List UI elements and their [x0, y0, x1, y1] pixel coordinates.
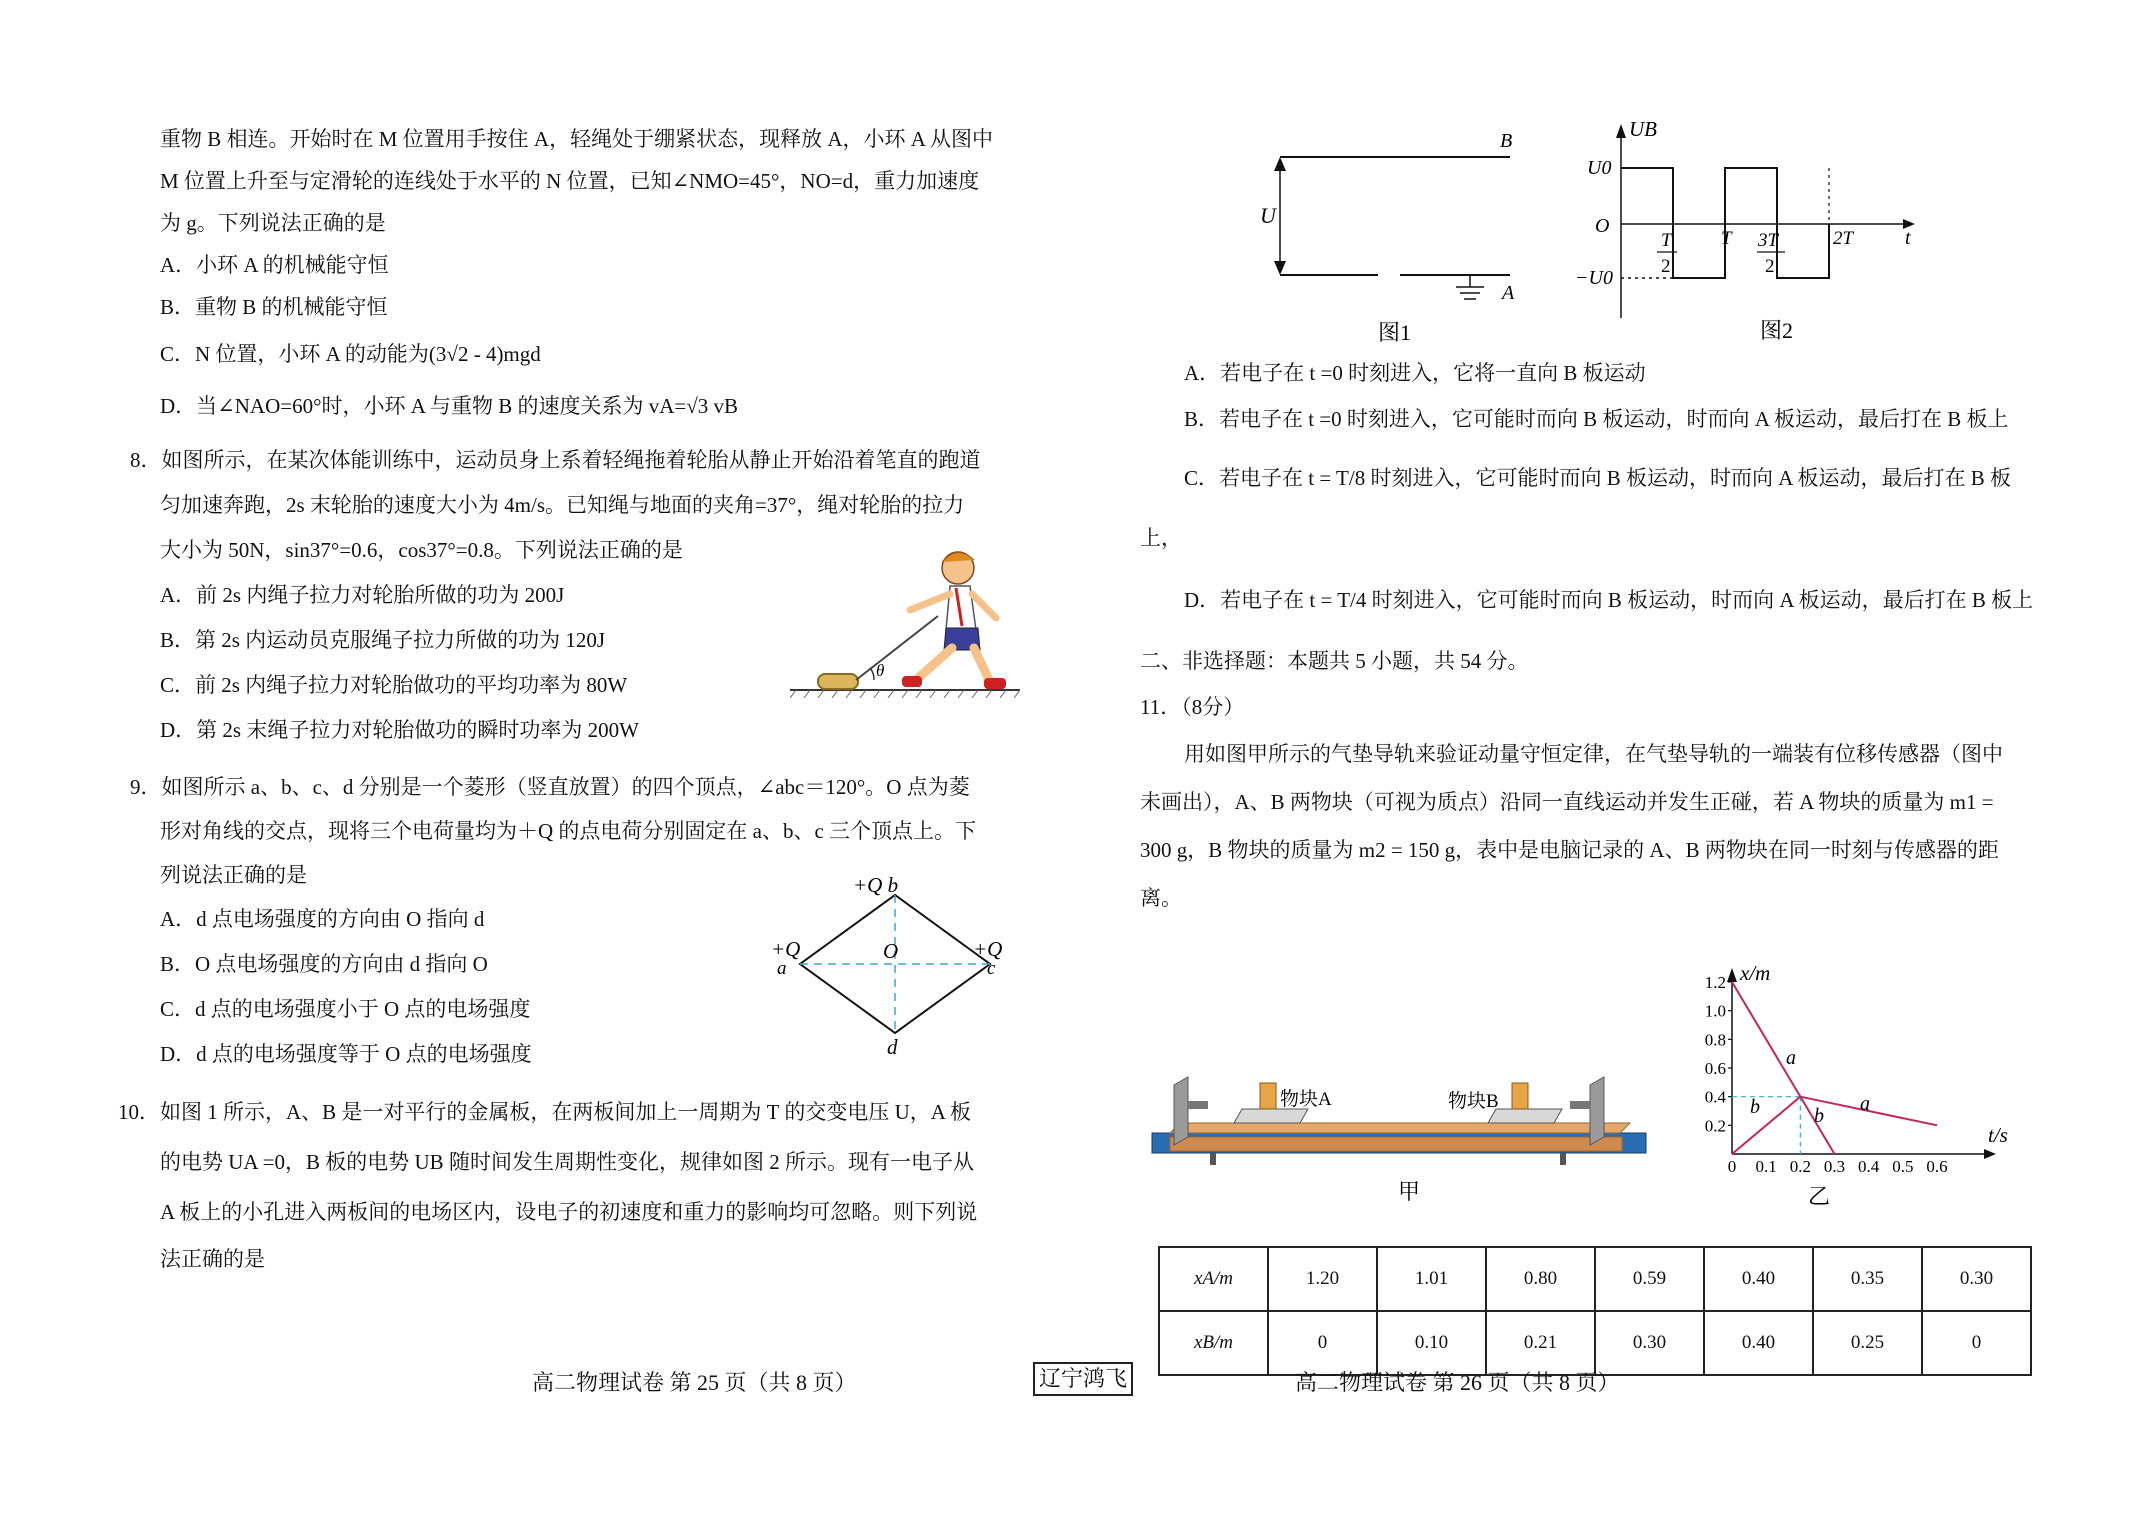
figure-yi-chart [1688, 958, 2028, 1208]
track-top [1170, 1123, 1630, 1133]
label-u: U [1260, 203, 1276, 228]
q9-rhombus-figure [765, 868, 1015, 1058]
q10-stem [118, 1087, 1030, 1281]
table-cell: 0.40 [1704, 1247, 1813, 1311]
x-tick-label: 0.4 [1858, 1157, 1880, 1176]
y-tick-label: 1.0 [1704, 1001, 1726, 1021]
q7-option-b: B．重物 B 的机械能守恒 [160, 295, 388, 319]
row-label-xb: xB/m [1159, 1311, 1268, 1375]
figure-jia-caption: 甲 [1398, 1179, 1421, 1204]
series-b-label-2: b [1814, 1105, 1824, 1127]
q7-options [160, 244, 1030, 432]
q9-line: 9．如图所示 a、b、c、d 分别是一个菱形（竖直放置）的四个顶点，∠abc＝120°。O 点为菱 [130, 775, 970, 799]
label-b: +Q b [853, 873, 899, 897]
table-cell: 0.35 [1813, 1247, 1922, 1311]
q8-line: 8．如图所示，在某次体能训练中，运动员身上系着轻绳拖着轮胎从静止开始沿着笔直的跑道 [130, 448, 981, 472]
table-cell: 0.30 [1922, 1247, 2031, 1311]
glider-b [1488, 1109, 1562, 1123]
q10-option-b: B．若电子在 t =0 时刻进入，它可能时而向 B 板运动，时而向 A 板运动，最后打在 B 板上 [1184, 407, 2009, 431]
q8-line: 大小为 50N，sin37°=0.6，cos37°=0.8。下列说法正确的是 [160, 538, 683, 562]
q10-line: 的电势 UA =0，B 板的电势 UB 随时间发生周期性变化，规律如图 2 所示。现有一电子从 [160, 1150, 974, 1174]
table-cell: 0.30 [1595, 1311, 1704, 1375]
label-plate-b: B [1500, 130, 1513, 152]
tire [818, 674, 858, 689]
tick-3t-over-2-num: 3T [1758, 230, 1779, 251]
table-cell: 0 [1268, 1311, 1377, 1375]
q9-line: 列说法正确的是 [160, 863, 307, 887]
label-origin: O [1595, 215, 1610, 237]
page-footer-right: 高二物理试卷 第 26 页（共 8 页） [1295, 1370, 1620, 1395]
q10-option-c: C．若电子在 t = T/8 时刻进入，它可能时而向 B 板运动，时而向 A 板运动，最后打在 B 板 [1184, 466, 2011, 490]
label-ub: UB [1629, 118, 1657, 141]
data-table [1158, 1246, 2032, 1376]
table-cell: 1.20 [1268, 1247, 1377, 1311]
q7-line: 重物 B 相连。开始时在 M 位置用手按住 A，轻绳处于绷紧状态，现释放 A，小环 A 从图中 [160, 127, 994, 151]
label-block-a: 物块A [1280, 1089, 1332, 1110]
label-a: a [777, 958, 787, 979]
label-q-a: +Q [771, 937, 801, 961]
row-label-xa: xA/m [1159, 1247, 1268, 1311]
label-u0: U0 [1587, 157, 1612, 179]
glider-a [1234, 1109, 1308, 1123]
table-cell: 0.21 [1486, 1311, 1595, 1375]
q11-line: 用如图甲所示的气垫导轨来验证动量守恒定律，在气垫导轨的一端装有位移传感器（图中 [1184, 742, 2003, 766]
page-footer-left: 高二物理试卷 第 25 页（共 8 页） [532, 1370, 857, 1395]
y-tick-label: 0.6 [1704, 1059, 1726, 1078]
tick-3t-over-2-den: 2 [1765, 256, 1775, 277]
q10-option-a: A．若电子在 t =0 时刻进入，它将一直向 B 板运动 [1184, 361, 1646, 385]
q9-option-d: D．d 点的电场强度等于 O 点的电场强度 [160, 1042, 532, 1066]
table-cell: 1.01 [1377, 1247, 1486, 1311]
q9-option-c: C．d 点的电场强度小于 O 点的电场强度 [160, 997, 531, 1021]
table-cell: 0.25 [1813, 1311, 1922, 1375]
label-d: d [887, 1035, 898, 1058]
label-block-b: 物块B [1448, 1091, 1499, 1112]
y-tick-label: 0.4 [1704, 1087, 1726, 1107]
series-a-label-1: a [1786, 1047, 1796, 1069]
q7-line: M 位置上升至与定滑轮的连线处于水平的 N 位置，已知∠NMO=45°，NO=d，重力加速度 [160, 169, 980, 193]
q10-line: A 板上的小孔进入两板间的电场区内，设电子的初速度和重力的影响均可忽略。则下列说 [160, 1200, 978, 1224]
figure-jia-air-track [1150, 1075, 1650, 1210]
right-column [1140, 350, 2060, 922]
figure-2-caption: 图2 [1760, 318, 1794, 343]
y-tick-label: 0.8 [1704, 1030, 1726, 1050]
table-cell: 0.59 [1595, 1247, 1704, 1311]
q8-option-b: B．第 2s 内运动员克服绳子拉力所做的功为 120J [160, 628, 606, 652]
q7-option-a: A．小环 A 的机械能守恒 [160, 253, 389, 277]
tick-t-over-2-den: 2 [1661, 256, 1671, 277]
label-q-c: +Q [973, 937, 1003, 961]
label-c: c [987, 958, 996, 979]
label-neg-u0: −U0 [1575, 267, 1613, 289]
y-axis-label: x/m [1740, 961, 1771, 985]
tick-t-over-2-num: T [1661, 230, 1672, 251]
q10-line: 法正确的是 [160, 1247, 265, 1271]
q7-option-c: C．N 位置，小环 A 的动能为(3√2 - 4)mgd [160, 342, 541, 366]
x-tick-label: 0.1 [1755, 1157, 1777, 1176]
label-t: t [1905, 227, 1911, 249]
q11-line: 未画出），A、B 两物块（可视为质点）沿同一直线运动并发生正碰，若 A 物块的质量为 m1 = [1140, 790, 1994, 814]
x-tick-label: 0.5 [1892, 1157, 1914, 1176]
label-o: O [883, 939, 899, 963]
table-cell: 0.80 [1486, 1247, 1595, 1311]
figure-1-plates [1260, 125, 1530, 355]
table-cell: 0 [1922, 1311, 2031, 1375]
figure-yi-caption: 乙 [1808, 1184, 1831, 1208]
q10-line: 10．如图 1 所示，A、B 是一对平行的金属板，在两板间加上一周期为 T 的交变电压 U，A 板 [118, 1100, 972, 1124]
q7-option-d: D．当∠NAO=60°时，小环 A 与重物 B 的速度关系为 vA=√3 vB [160, 394, 739, 418]
x-ticks [1728, 1157, 1948, 1176]
q11-heading: 11．（8分） [1140, 695, 1245, 719]
q8-option-c: C．前 2s 内绳子拉力对轮胎做功的平均功率为 80W [160, 673, 628, 697]
x-tick-label: 0.3 [1823, 1157, 1846, 1176]
q9-option-a: A．d 点电场强度的方向由 O 指向 d [160, 907, 485, 931]
angle-theta-label: θ [876, 661, 885, 680]
table-cell: 0.10 [1377, 1311, 1486, 1375]
x-tick-label: 0.2 [1789, 1157, 1811, 1176]
q11-line: 300 g，B 物块的质量为 m2 = 150 g，表中是电脑记录的 A、B 两物块在同一时刻与传感器的距 [1140, 838, 1999, 862]
series-a-label-2: a [1860, 1093, 1870, 1115]
block-b [1512, 1083, 1528, 1109]
section-2-heading: 二、非选择题：本题共 5 小题，共 54 分。 [1140, 649, 1529, 673]
tick-t: T [1721, 228, 1732, 249]
y-ticks [1705, 973, 1732, 1135]
q8-runner-figure [790, 540, 1020, 700]
label-plate-a: A [1502, 282, 1515, 304]
x-axis-label: t/s [1988, 1123, 2008, 1147]
table-cell: 0.40 [1704, 1311, 1813, 1375]
q8-line: 匀加速奔跑，2s 末轮胎的速度大小为 4m/s。已知绳与地面的夹角=37°，绳对轮胎的拉力 [160, 493, 965, 517]
q9-option-b: B．O 点电场强度的方向由 d 指向 O [160, 952, 488, 976]
q8-option-d: D．第 2s 末绳子拉力对轮胎做功的瞬时功率为 200W [160, 718, 639, 742]
q7-line: 为 g。下列说法正确的是 [160, 211, 386, 235]
stamp-label: 辽宁鸿飞 [1033, 1362, 1133, 1396]
block-a [1260, 1083, 1276, 1109]
y-tick-label: 1.2 [1704, 973, 1726, 992]
series-line-a [1732, 982, 1937, 1125]
series-b-label-1: b [1750, 1096, 1760, 1118]
figure-1-caption: 图1 [1378, 320, 1412, 345]
q11-line: 离。 [1140, 886, 1182, 910]
table-row [1159, 1247, 2031, 1311]
y-tick-label: 0.2 [1704, 1116, 1726, 1136]
q8-option-a: A．前 2s 内绳子拉力对轮胎所做的功为 200J [160, 583, 565, 607]
x-tick-label: 0.6 [1926, 1157, 1948, 1176]
series-group [1732, 982, 1937, 1154]
q10-option-c-cont: 上， [1140, 526, 1182, 550]
x-tick-label: 0 [1727, 1157, 1737, 1176]
q9-line: 形对角线的交点，现将三个电荷量均为＋Q 的点电荷分别固定在 a、b、c 三个顶点上。下 [160, 819, 977, 843]
q10-option-d: D．若电子在 t = T/4 时刻进入，它可能时而向 B 板运动，时而向 A 板运动，最后打在 B 板上 [1184, 588, 2034, 612]
q7-stem [160, 118, 1030, 244]
figure-2-square-wave [1565, 118, 1915, 358]
q10-options [1140, 350, 2060, 514]
tick-2t: 2T [1833, 228, 1854, 249]
